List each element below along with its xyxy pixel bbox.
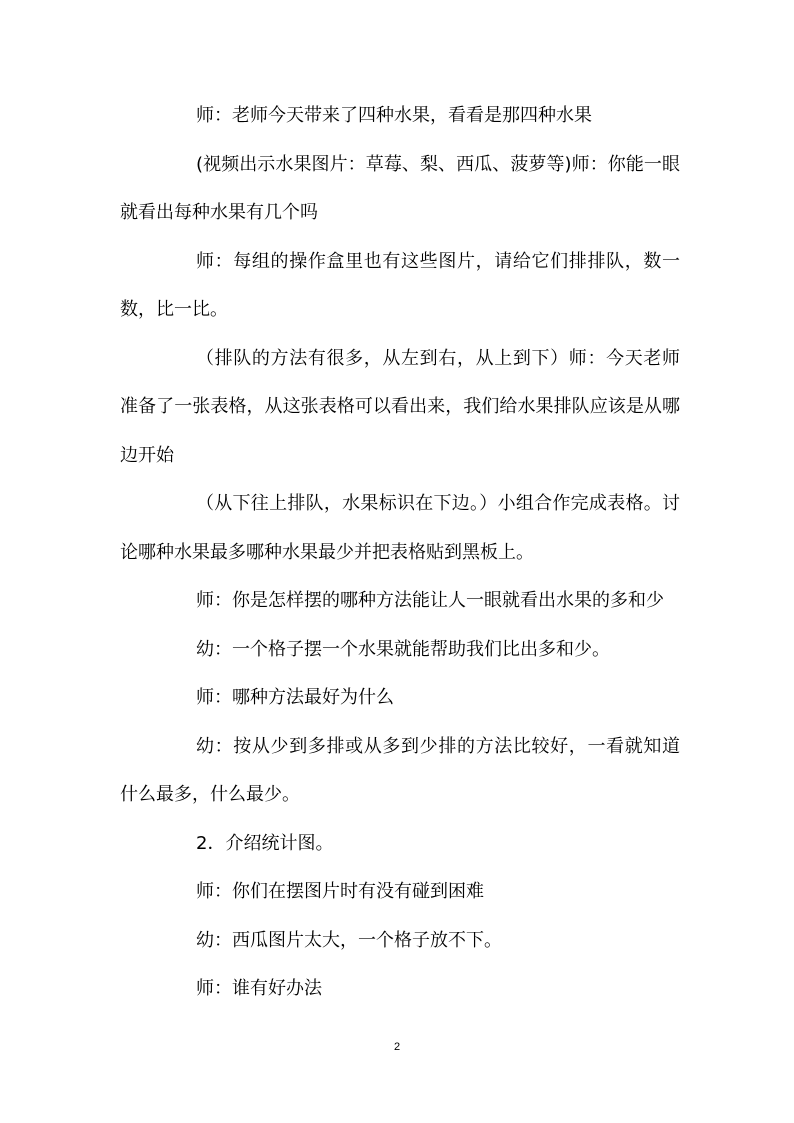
paragraph-child-watermelon: 幼：西瓜图片太大，一个格子放不下。 [196,929,502,951]
paragraph-bottom-to-top: （从下往上排队，水果标识在下边。）小组合作完成表格。讨论哪种水果最多哪种水果最少并把表格贴到黑板上。 [120,493,680,563]
paragraph-video-fruit-pictures: (视频出示水果图片：草莓、梨、西瓜、菠萝等)师：你能一眼就看出每种水果有几个吗 [120,153,680,223]
paragraph-operation-box: 师：每组的操作盒里也有这些图片，请给它们排排队，数一数，比一比。 [120,250,680,320]
page-number: 2 [393,1041,401,1053]
paragraph-queue-methods: （排队的方法有很多，从左到右，从上到下）师：今天老师准备了一张表格，从这张表格可以看出来，我们给水果排队应该是从哪边开始 [120,347,680,466]
paragraph-teacher-good-idea: 师：谁有好办法 [196,978,322,999]
paragraph-teacher-question-arrangement: 师：你是怎样摆的哪种方法能让人一眼就看出水果的多和少 [196,590,664,611]
document-body [120,92,680,1014]
paragraph-child-ordering: 幼：按从少到多排或从多到少排的方法比较好，一看就知道什么最多，什么最少。 [120,735,680,805]
paragraph-child-one-grid: 幼：一个格子摆一个水果就能帮助我们比出多和少。 [196,638,610,660]
paragraph-teacher-difficulty: 师：你们在摆图片时有没有碰到困难 [196,881,484,902]
paragraph-teacher-best-method: 师：哪种方法最好为什么 [196,687,394,708]
paragraph-teacher-four-fruits: 师：老师今天带来了四种水果，看看是那四种水果 [196,105,592,126]
section-heading-statistics-chart: 2．介绍统计图。 [196,832,334,854]
